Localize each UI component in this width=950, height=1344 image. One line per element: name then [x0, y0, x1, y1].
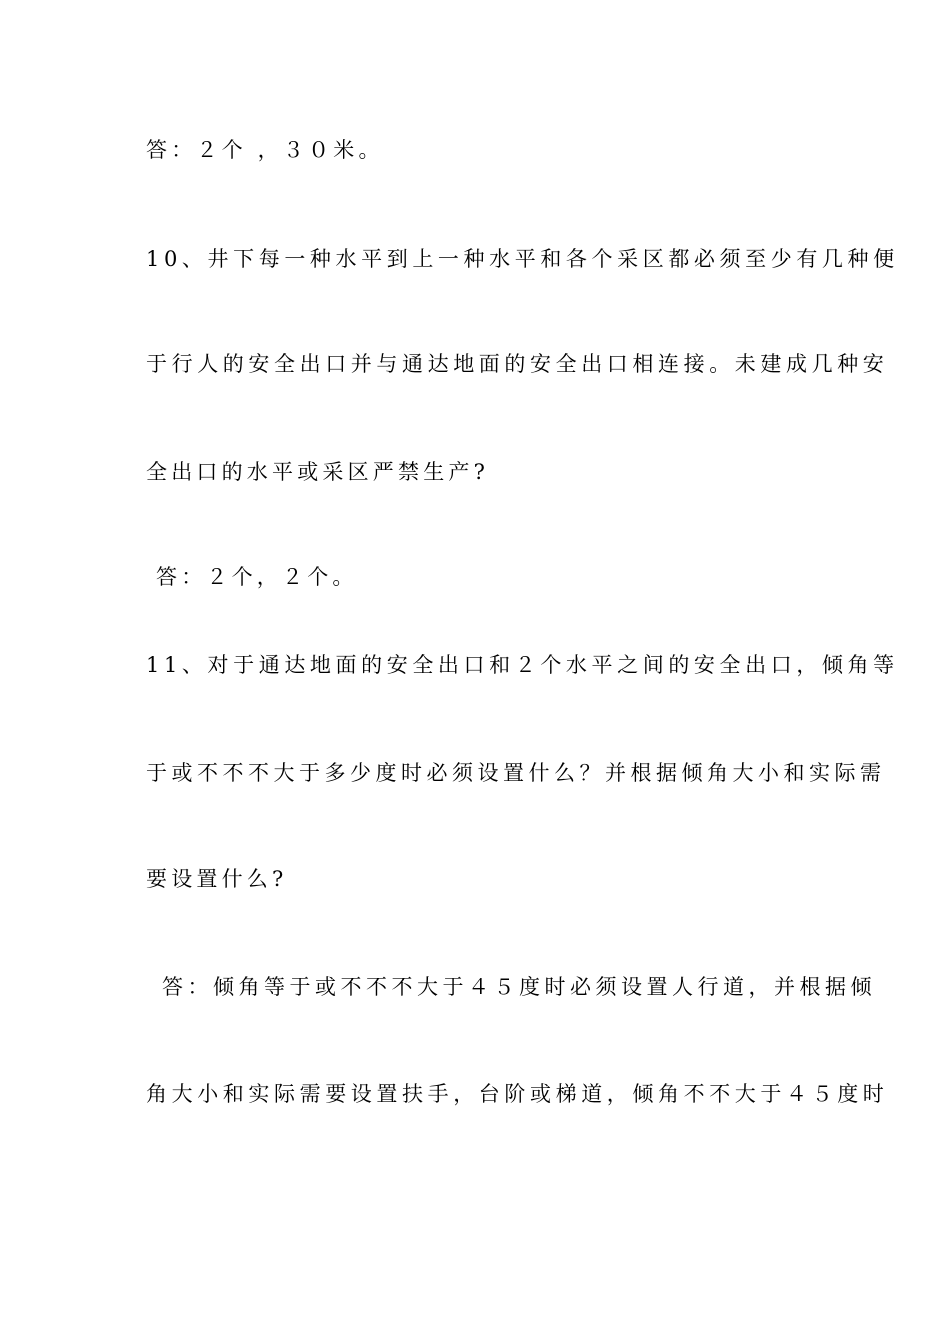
question-11-line-2: 于或不不不大于多少度时必须设置什么？并根据倾角大小和实际需 — [146, 761, 886, 785]
answer-11-line-2: 角大小和实际需要设置扶手，台阶或梯道，倾角不不大于４５度时 — [146, 1082, 889, 1106]
question-11-line-3: 要设置什么? — [146, 867, 288, 891]
question-10-line-2: 于行人的安全出口并与通达地面的安全出口相连接。未建成几种安 — [146, 352, 889, 376]
question-10-line-3: 全出口的水平或采区严禁生产? — [146, 460, 490, 484]
question-11-line-1: 11、对于通达地面的安全出口和２个水平之间的安全出口，倾角等 — [146, 653, 899, 677]
answer-11-line-1: 答：倾角等于或不不不大于４５度时必须设置人行道，并根据倾 — [162, 975, 876, 999]
answer-10-line: 答：２个，２个。 — [156, 565, 358, 589]
answer-9-line: 答：２个 ，３０米。 — [146, 138, 384, 162]
question-10-line-1: 10、井下每一种水平到上一种水平和各个采区都必须至少有几种便 — [146, 247, 899, 271]
